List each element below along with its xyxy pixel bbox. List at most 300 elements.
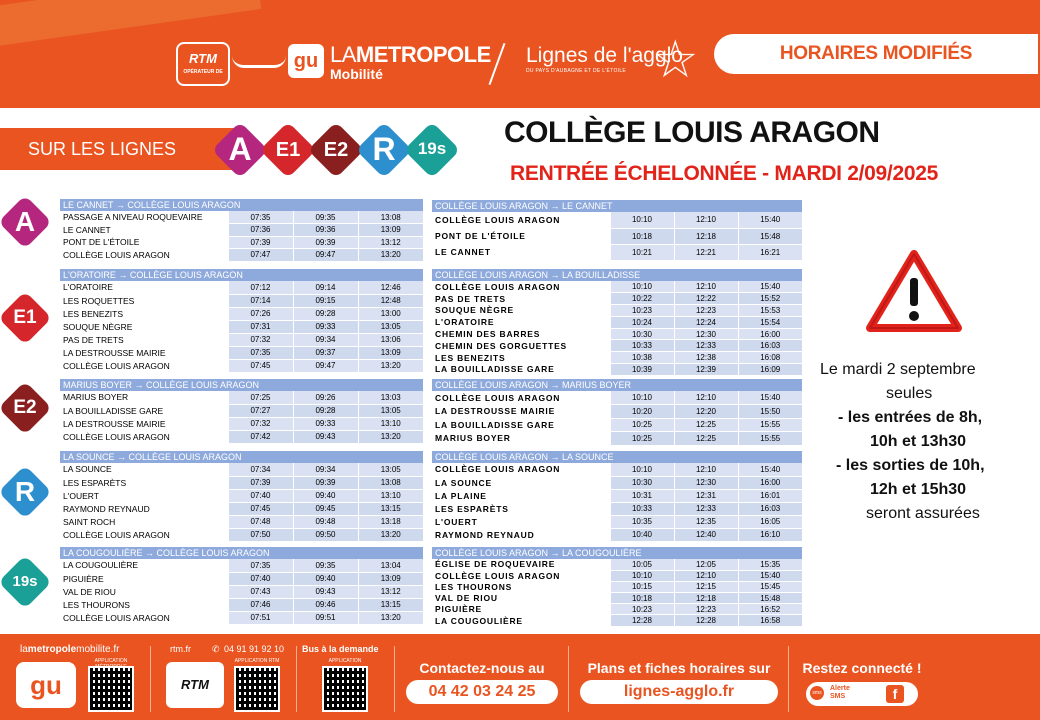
departure-time: 12:28 <box>674 615 738 626</box>
departure-time: 09:51 <box>293 611 358 624</box>
bus-on-demand-label: Bus à la demande <box>302 644 379 654</box>
stop-name: LES THOURONS <box>432 581 610 592</box>
table-row <box>432 593 802 604</box>
departure-time: 09:28 <box>293 307 358 320</box>
page-subtitle: RENTRÉE ÉCHELONNÉE - MARDI 2/09/2025 <box>510 162 938 185</box>
departure-time: 07:35 <box>228 559 293 572</box>
stop-name: LA COUGOULIÈRE <box>432 615 610 626</box>
table-row <box>432 352 802 364</box>
departure-time: 12:22 <box>674 293 738 305</box>
qr-code-metropole[interactable] <box>88 666 134 712</box>
departure-time: 07:48 <box>228 515 293 528</box>
departure-time: 13:05 <box>358 320 423 333</box>
stop-name: COLLÈGE LOUIS ARAGON <box>60 359 228 372</box>
table-row <box>432 502 802 515</box>
departure-time: 13:08 <box>358 476 423 489</box>
departure-time: 10:18 <box>610 593 674 604</box>
table-row <box>432 476 802 489</box>
departure-time: 09:37 <box>293 346 358 359</box>
stop-name: COLLÈGE LOUIS ARAGON <box>432 212 610 228</box>
departure-time: 07:12 <box>228 281 293 294</box>
stop-name: ÉGLISE DE ROQUEVAIRE <box>432 559 610 570</box>
stop-name: CHEMIN DES BARRES <box>432 328 610 340</box>
departure-time: 10:10 <box>610 570 674 581</box>
rtm-phone[interactable]: 04 91 91 92 10 <box>224 644 285 654</box>
stop-name: SOUQUE NÈGRE <box>60 320 228 333</box>
lines-label: SUR LES LIGNES <box>0 128 240 170</box>
timetable-header: COLLÈGE LOUIS ARAGON → LA COUGOULIÈRE <box>432 547 802 559</box>
stop-name: VAL DE RIOU <box>60 585 228 598</box>
note-line-6: 12h et 15h30 <box>870 481 967 498</box>
departure-time: 13:09 <box>358 224 423 237</box>
departure-time: 12:23 <box>674 604 738 615</box>
stop-name: COLLÈGE LOUIS ARAGON <box>432 463 610 476</box>
departure-time: 15:55 <box>738 432 802 446</box>
table-row <box>432 328 802 340</box>
departure-time: 10:05 <box>610 559 674 570</box>
timetable-header: COLLÈGE LOUIS ARAGON → MARIUS BOYER <box>432 379 802 391</box>
modified-hours-badge: HORAIRES MODIFIÉS <box>714 34 1038 74</box>
departure-time: 15:40 <box>738 212 802 228</box>
departure-time: 09:26 <box>293 391 358 404</box>
line-badge-label: E2 <box>323 139 349 161</box>
departure-time: 07:45 <box>228 502 293 515</box>
table-row <box>60 598 423 611</box>
departure-time: 16:03 <box>738 340 802 352</box>
departure-time: 10:39 <box>610 364 674 376</box>
departure-time: 07:25 <box>228 391 293 404</box>
timetable-header: COLLÈGE LOUIS ARAGON → LA BOUILLADISSE <box>432 269 802 281</box>
phone-icon: ✆ <box>212 644 220 654</box>
departure-time: 13:12 <box>358 236 423 249</box>
departure-time: 12:21 <box>674 244 738 260</box>
stop-name: LA PLAINE <box>432 489 610 502</box>
table-row <box>432 615 802 626</box>
departure-time: 13:05 <box>358 404 423 417</box>
departure-time: 07:35 <box>228 346 293 359</box>
stop-name: LA BOUILLADISSE GARE <box>60 404 228 417</box>
departure-time: 16:01 <box>738 489 802 502</box>
table-row <box>432 604 802 615</box>
table-row <box>432 418 802 432</box>
stop-name: SAINT ROCH <box>60 515 228 528</box>
departure-time: 12:10 <box>674 391 738 405</box>
stop-name: LE CANNET <box>432 244 610 260</box>
departure-time: 09:35 <box>293 211 358 224</box>
stop-name: COLLÈGE LOUIS ARAGON <box>432 391 610 405</box>
departure-time: 10:30 <box>610 328 674 340</box>
departure-time: 10:22 <box>610 293 674 305</box>
table-row <box>60 611 423 624</box>
rtm-footer-logo: RTM <box>166 662 224 708</box>
note-line-2: seules <box>886 385 933 402</box>
departure-time: 12:18 <box>674 593 738 604</box>
departure-time: 15:55 <box>738 418 802 432</box>
stop-name: LA DESTROUSSE MAIRIE <box>60 346 228 359</box>
table-row <box>432 305 802 317</box>
table-row <box>432 228 802 244</box>
stop-name: PONT DE L'ÉTOILE <box>432 228 610 244</box>
departure-time: 09:15 <box>293 294 358 307</box>
stop-name: COLLÈGE LOUIS ARAGON <box>60 528 228 541</box>
departure-time: 15:48 <box>738 228 802 244</box>
line-badge-label: 19s <box>417 139 447 158</box>
line-badge-label: R <box>372 131 396 167</box>
departure-time: 10:10 <box>610 463 674 476</box>
departure-time: 16:03 <box>738 502 802 515</box>
departure-time: 07:31 <box>228 320 293 333</box>
stop-name: COLLÈGE LOUIS ARAGON <box>60 611 228 624</box>
social-links <box>806 682 918 706</box>
note-line-4: 10h et 13h30 <box>870 433 967 450</box>
departure-time: 12:18 <box>674 228 738 244</box>
departure-time: 07:39 <box>228 236 293 249</box>
table-row <box>60 249 423 262</box>
sms-icon[interactable]: sms <box>810 686 824 700</box>
departure-time: 07:50 <box>228 528 293 541</box>
stop-name: L'OUERT <box>60 489 228 502</box>
table-row <box>60 502 423 515</box>
stop-name: COLLÈGE LOUIS ARAGON <box>60 249 228 262</box>
departure-time: 10:25 <box>610 432 674 446</box>
note-line-3: - les entrées de 8h, <box>838 409 983 426</box>
departure-time: 10:10 <box>610 391 674 405</box>
departure-time: 12:15 <box>674 581 738 592</box>
departure-time: 12:05 <box>674 559 738 570</box>
departure-time: 07:36 <box>228 224 293 237</box>
timetable-header: LA SOUNCE → COLLÈGE LOUIS ARAGON <box>60 451 423 463</box>
agglo-name: Lignes de l'agglo <box>526 44 683 67</box>
departure-time: 13:20 <box>358 528 423 541</box>
qr-code-rtm[interactable] <box>234 666 280 712</box>
metropole-sub: Mobilité <box>330 66 383 82</box>
rtm-logo: RTM OPÉRATEUR DE <box>176 42 230 86</box>
stop-name: L'ORATOIRE <box>60 281 228 294</box>
departure-time: 13:08 <box>358 211 423 224</box>
departure-time: 13:18 <box>358 515 423 528</box>
departure-time: 10:30 <box>610 476 674 489</box>
stop-name: MARIUS BOYER <box>60 391 228 404</box>
timetable-r-retour <box>432 451 802 542</box>
departure-time: 09:48 <box>293 515 358 528</box>
departure-time: 10:10 <box>610 281 674 293</box>
departure-time: 07:32 <box>228 333 293 346</box>
table-row <box>60 489 423 502</box>
table-row <box>432 405 802 419</box>
departure-time: 13:10 <box>358 489 423 502</box>
departure-time: 07:45 <box>228 359 293 372</box>
departure-time: 10:10 <box>610 212 674 228</box>
table-row <box>60 515 423 528</box>
departure-time: 12:31 <box>674 489 738 502</box>
stop-name: COLLÈGE LOUIS ARAGON <box>432 281 610 293</box>
note-line-7: seront assurées <box>866 505 980 522</box>
table-row <box>432 515 802 528</box>
departure-time: 15:40 <box>738 281 802 293</box>
page-title: COLLÈGE LOUIS ARAGON <box>504 116 880 149</box>
departure-time: 12:30 <box>674 476 738 489</box>
stop-name: COLLÈGE LOUIS ARAGON <box>60 430 228 443</box>
departure-time: 13:15 <box>358 598 423 611</box>
table-row <box>60 236 423 249</box>
table-row <box>60 211 423 224</box>
departure-time: 13:03 <box>358 391 423 404</box>
timetable-header: LA COUGOULIÈRE → COLLÈGE LOUIS ARAGON <box>60 547 423 559</box>
stop-name: LE CANNET <box>60 224 228 237</box>
table-row <box>432 281 802 293</box>
departure-time: 07:27 <box>228 404 293 417</box>
departure-time: 12:20 <box>674 405 738 419</box>
departure-time: 09:47 <box>293 359 358 372</box>
departure-time: 12:38 <box>674 352 738 364</box>
table-row <box>60 391 423 404</box>
departure-time: 12:10 <box>674 463 738 476</box>
footer-divider <box>150 646 151 712</box>
table-row <box>432 316 802 328</box>
stop-name: LA DESTROUSSE MAIRIE <box>432 405 610 419</box>
qr-code-bus[interactable] <box>322 666 368 712</box>
timetable-a-aller <box>60 199 423 262</box>
stop-name: LES BENEZITS <box>432 352 610 364</box>
departure-time: 07:47 <box>228 249 293 262</box>
departure-time: 12:28 <box>610 615 674 626</box>
timetable-e2-aller <box>60 379 423 444</box>
stop-name: PAS DE TRETS <box>432 293 610 305</box>
departure-time: 15:52 <box>738 293 802 305</box>
table-row <box>432 340 802 352</box>
departure-time: 09:50 <box>293 528 358 541</box>
departure-time: 15:45 <box>738 581 802 592</box>
table-row <box>432 581 802 592</box>
stop-name: L'ORATOIRE <box>432 316 610 328</box>
stop-name: LES THOURONS <box>60 598 228 611</box>
stop-name: LA DESTROUSSE MAIRIE <box>60 417 228 430</box>
plans-site-link[interactable]: lignes-agglo.fr <box>580 680 778 704</box>
table-row <box>60 294 423 307</box>
departure-time: 09:43 <box>293 430 358 443</box>
table-row <box>432 528 802 541</box>
departure-time: 09:40 <box>293 572 358 585</box>
departure-time: 12:10 <box>674 212 738 228</box>
wave-decor <box>232 56 286 68</box>
table-row <box>60 528 423 541</box>
departure-time: 12:46 <box>358 281 423 294</box>
departure-time: 07:42 <box>228 430 293 443</box>
departure-time: 16:05 <box>738 515 802 528</box>
table-row <box>60 307 423 320</box>
departure-time: 16:00 <box>738 328 802 340</box>
stop-name: L'OUERT <box>432 515 610 528</box>
departure-time: 15:48 <box>738 593 802 604</box>
sms-alert-label: Alerte SMS <box>830 685 850 700</box>
departure-time: 10:31 <box>610 489 674 502</box>
table-row <box>432 432 802 446</box>
departure-time: 16:52 <box>738 604 802 615</box>
departure-time: 15:40 <box>738 391 802 405</box>
departure-time: 12:30 <box>674 328 738 340</box>
departure-time: 13:05 <box>358 463 423 476</box>
header-banner <box>0 0 1040 108</box>
table-row <box>60 463 423 476</box>
footer-divider <box>568 646 569 712</box>
departure-time: 09:33 <box>293 417 358 430</box>
departure-time: 16:00 <box>738 476 802 489</box>
footer <box>0 634 1040 720</box>
departure-time: 10:33 <box>610 502 674 515</box>
departure-time: 12:35 <box>674 515 738 528</box>
table-row <box>432 391 802 405</box>
departure-time: 09:45 <box>293 502 358 515</box>
stop-name: PONT DE L'ÉTOILE <box>60 236 228 249</box>
departure-time: 13:20 <box>358 430 423 443</box>
timetable-header: L'ORATOIRE → COLLÈGE LOUIS ARAGON <box>60 269 423 281</box>
table-row <box>60 320 423 333</box>
contact-heading: Contactez-nous au <box>419 660 545 676</box>
departure-time: 09:34 <box>293 333 358 346</box>
metropole-la: LA <box>330 42 356 67</box>
departure-time: 07:40 <box>228 489 293 502</box>
departure-time: 09:34 <box>293 463 358 476</box>
contact-phone[interactable]: 04 42 03 24 25 <box>406 680 558 704</box>
departure-time: 07:32 <box>228 417 293 430</box>
table-row <box>432 489 802 502</box>
route-badge-label: A <box>14 206 36 237</box>
timetable-e1-retour <box>432 269 802 376</box>
stop-name: LES ROQUETTES <box>60 294 228 307</box>
departure-time: 15:54 <box>738 316 802 328</box>
departure-time: 12:40 <box>674 528 738 541</box>
plans-heading: Plans et fiches horaires sur <box>587 660 771 676</box>
departure-time: 10:23 <box>610 305 674 317</box>
departure-time: 15:40 <box>738 570 802 581</box>
footer-divider <box>788 646 789 712</box>
metropole-footer-logo: gu <box>16 662 76 708</box>
metropole-name: METROPOLE <box>355 42 491 67</box>
note-line-1: Le mardi 2 septembre <box>820 361 976 378</box>
stop-name: LES ESPARÈTS <box>432 502 610 515</box>
departure-time: 09:28 <box>293 404 358 417</box>
timetable-header: MARIUS BOYER → COLLÈGE LOUIS ARAGON <box>60 379 423 391</box>
departure-time: 13:15 <box>358 502 423 515</box>
departure-time: 10:24 <box>610 316 674 328</box>
route-badge-label: R <box>14 476 36 507</box>
departure-time: 09:43 <box>293 585 358 598</box>
timetable-header: LE CANNET → COLLÈGE LOUIS ARAGON <box>60 199 423 211</box>
timetable-e2-retour <box>432 379 802 446</box>
table-row <box>60 476 423 489</box>
departure-time: 09:35 <box>293 559 358 572</box>
departure-time: 09:47 <box>293 249 358 262</box>
metropole-site-link[interactable]: lametropolemobilite.fr <box>20 644 120 655</box>
timetable-e1-aller <box>60 269 423 373</box>
app-label-metropole: APPLICATION <box>94 658 128 664</box>
departure-time: 10:25 <box>610 418 674 432</box>
stop-name: LA BOUILLADISSE GARE <box>432 418 610 432</box>
departure-time: 10:23 <box>610 604 674 615</box>
facebook-icon[interactable]: f <box>886 685 904 703</box>
departure-time: 10:35 <box>610 515 674 528</box>
table-row <box>60 224 423 237</box>
table-row <box>432 293 802 305</box>
departure-time: 10:21 <box>610 244 674 260</box>
departure-time: 15:50 <box>738 405 802 419</box>
footer-divider <box>394 646 395 712</box>
table-row <box>60 281 423 294</box>
stop-name: LES BENEZITS <box>60 307 228 320</box>
departure-time: 10:18 <box>610 228 674 244</box>
departure-time: 15:53 <box>738 305 802 317</box>
departure-time: 12:10 <box>674 281 738 293</box>
departure-time: 09:14 <box>293 281 358 294</box>
departure-time: 15:35 <box>738 559 802 570</box>
star-icon: ☆ <box>652 31 699 89</box>
stop-name: MARIUS BOYER <box>432 432 610 446</box>
table-row <box>432 364 802 376</box>
stop-name: SOUQUE NÈGRE <box>432 305 610 317</box>
departure-time: 07:43 <box>228 585 293 598</box>
departure-time: 16:58 <box>738 615 802 626</box>
table-row <box>60 346 423 359</box>
departure-time: 13:09 <box>358 572 423 585</box>
table-row <box>432 463 802 476</box>
departure-time: 07:39 <box>228 476 293 489</box>
stop-name: LA COUGOULIÈRE <box>60 559 228 572</box>
departure-time: 13:04 <box>358 559 423 572</box>
departure-time: 12:39 <box>674 364 738 376</box>
stop-name: RAYMOND REYNAUD <box>60 502 228 515</box>
stop-name: LA BOUILLADISSE GARE <box>432 364 610 376</box>
footer-divider <box>296 646 297 712</box>
departure-time: 09:39 <box>293 476 358 489</box>
table-row <box>60 585 423 598</box>
table-row <box>60 404 423 417</box>
table-row <box>60 572 423 585</box>
departure-time: 09:40 <box>293 489 358 502</box>
departure-time: 09:33 <box>293 320 358 333</box>
metropole-icon: gu <box>288 44 324 78</box>
departure-time: 09:46 <box>293 598 358 611</box>
slash-divider <box>489 43 506 85</box>
table-row <box>60 559 423 572</box>
stop-name: PASSAGE A NIVEAU ROQUEVAIRE <box>60 211 228 224</box>
departure-time: 13:10 <box>358 417 423 430</box>
departure-time: 13:20 <box>358 359 423 372</box>
timetable-r-aller <box>60 451 423 542</box>
note-line-5: - les sorties de 10h, <box>836 457 985 474</box>
departure-time: 13:20 <box>358 249 423 262</box>
departure-time: 09:39 <box>293 236 358 249</box>
line-badge-label: A <box>228 131 252 167</box>
app-label-bus: APPLICATION <box>328 658 362 664</box>
timetable-header: COLLÈGE LOUIS ARAGON → LA SOUNCE <box>432 451 802 463</box>
departure-time: 16:10 <box>738 528 802 541</box>
departure-time: 12:48 <box>358 294 423 307</box>
stop-name: PIGUIÈRE <box>60 572 228 585</box>
departure-time: 13:09 <box>358 346 423 359</box>
timetable-19s-retour <box>432 547 802 627</box>
departure-time: 16:09 <box>738 364 802 376</box>
timetable-header: COLLÈGE LOUIS ARAGON → LE CANNET <box>432 200 802 212</box>
table-row <box>432 559 802 570</box>
stop-name: RAYMOND REYNAUD <box>432 528 610 541</box>
departure-time: 15:40 <box>738 463 802 476</box>
table-row <box>432 244 802 260</box>
departure-time: 13:06 <box>358 333 423 346</box>
stop-name: PAS DE TRETS <box>60 333 228 346</box>
stop-name: LES ESPARÈTS <box>60 476 228 489</box>
timetable-a-retour <box>432 200 802 261</box>
rtm-site-link[interactable]: rtm.fr <box>170 644 191 654</box>
